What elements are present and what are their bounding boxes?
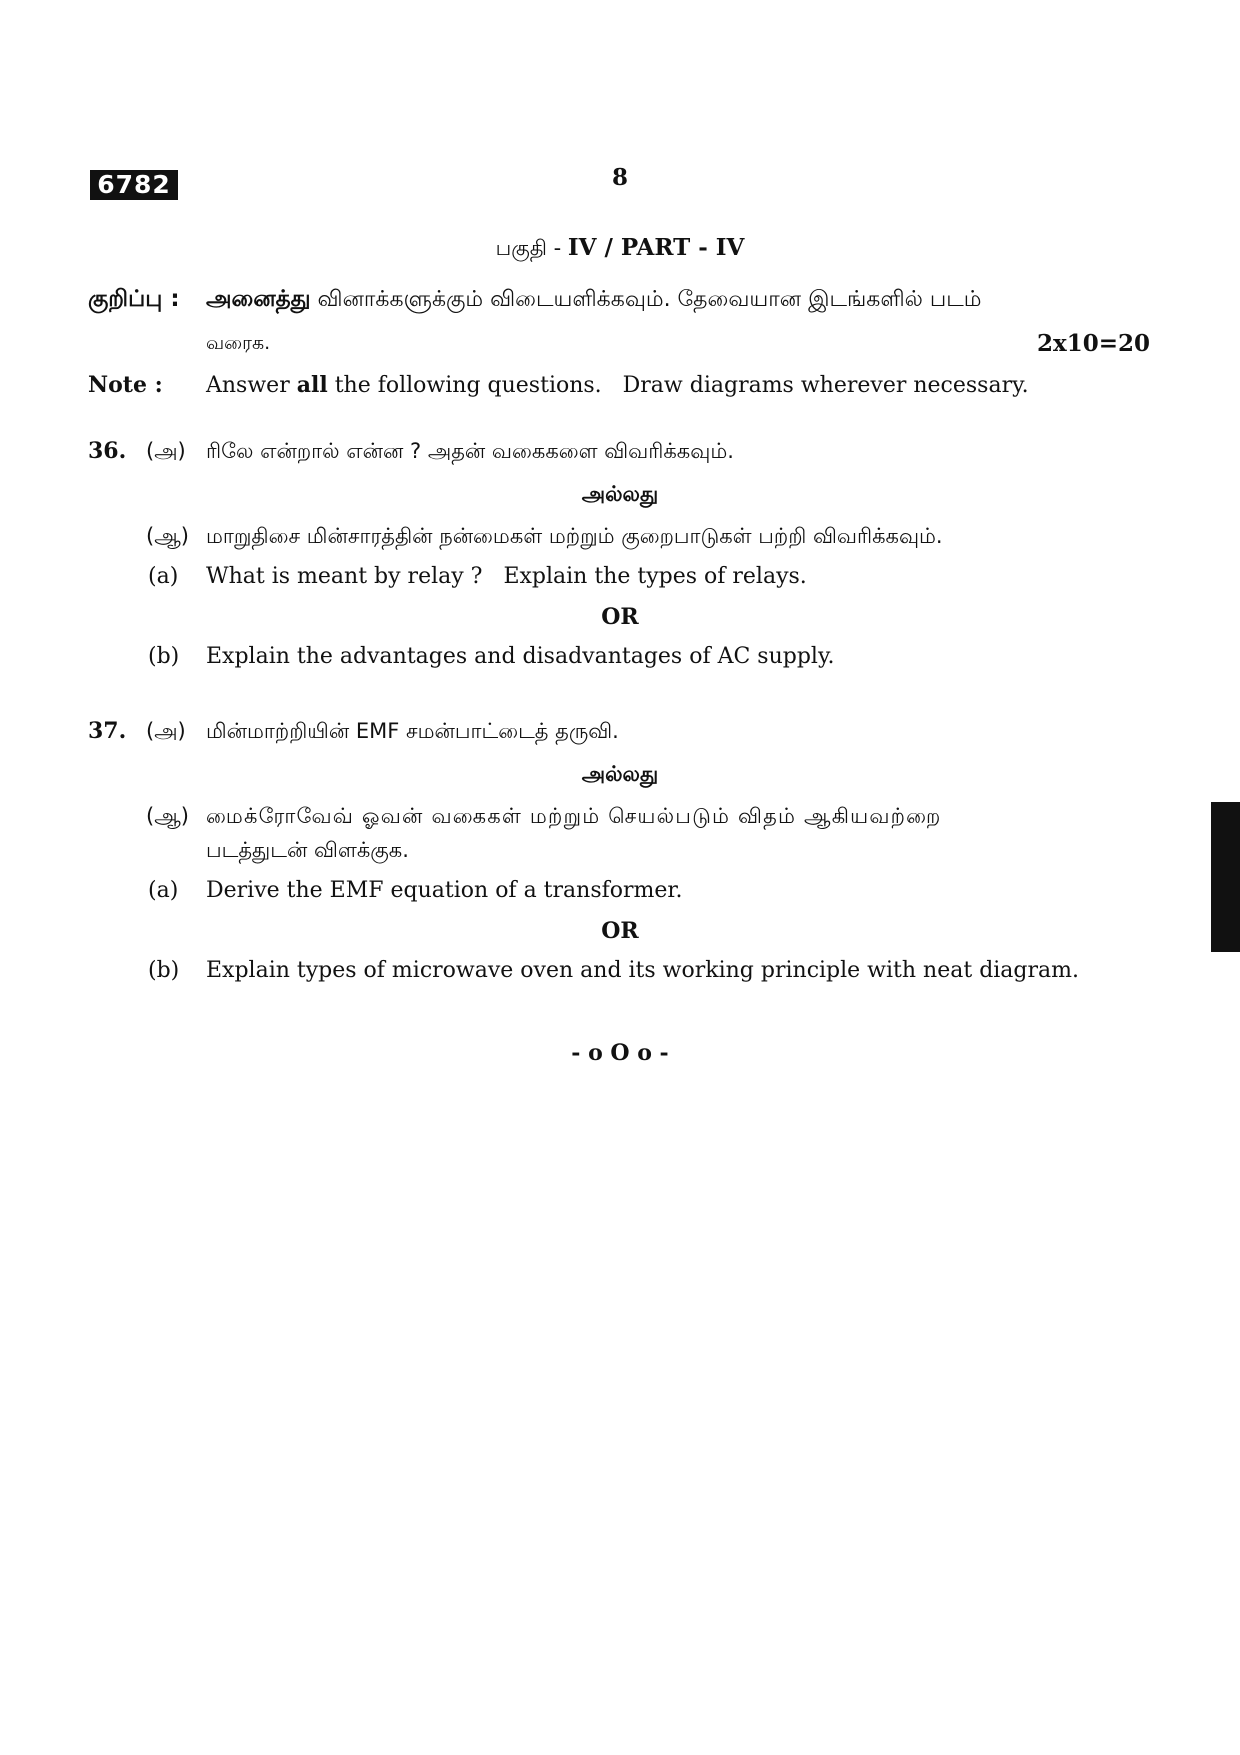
option-b-label: (b) xyxy=(148,958,180,983)
option-b-label-tamil: (ஆ) xyxy=(146,524,189,548)
page-edge-marker xyxy=(1211,802,1240,952)
option-a-label: (a) xyxy=(148,564,179,589)
option-a-label-tamil: (அ) xyxy=(146,719,186,743)
option-a-text: What is meant by relay ? Explain the types of relays. xyxy=(206,564,807,589)
option-b-label-tamil: (ஆ) xyxy=(146,804,189,828)
option-a-label: (a) xyxy=(148,878,179,903)
option-b-text: Explain the advantages and disadvantages of AC supply. xyxy=(206,644,835,669)
or-divider-tamil: அல்லது xyxy=(581,762,659,786)
page-number: 8 xyxy=(611,164,628,191)
note-label-english: Note : xyxy=(88,372,163,398)
paper-code-badge: 6782 xyxy=(90,170,178,200)
question-number: 36. xyxy=(88,438,127,464)
option-a-text-tamil: ரிலே என்றால் என்ன ? அதன் வகைகளை விவரிக்கவும். xyxy=(206,439,734,463)
option-b-text-tamil: மாறுதிசை மின்சாரத்தின் நன்மைகள் மற்றும் குறைபாடுகள் பற்றி விவரிக்கவும். xyxy=(206,524,943,548)
note-english-post: the following questions. Draw diagrams wherever necessary. xyxy=(327,373,1029,398)
marks-allocation: 2x10=20 xyxy=(1036,330,1150,357)
option-b-text: Explain types of microwave oven and its working principle with neat diagram. xyxy=(206,958,1079,983)
option-b-text-tamil-line1: மைக்ரோவேவ் ஓவன் வகைகள் மற்றும் செயல்படும் விதம் ஆகியவற்றை xyxy=(206,804,942,828)
option-b-text-tamil-line2: படத்துடன் விளக்குக. xyxy=(206,838,409,862)
or-divider: OR xyxy=(601,604,639,630)
question-number: 37. xyxy=(88,718,127,744)
option-a-text: Derive the EMF equation of a transformer. xyxy=(206,878,683,903)
part-heading-roman: IV xyxy=(567,234,597,261)
note-text-tamil-line2: வரைக. xyxy=(206,332,271,354)
or-divider-tamil: அல்லது xyxy=(581,482,659,506)
option-a-text-tamil: மின்மாற்றியின் EMF சமன்பாட்டைத் தருவி. xyxy=(206,719,619,743)
part-heading xyxy=(0,234,1240,263)
part-heading-english: / PART - IV xyxy=(596,234,745,261)
note-label-tamil: குறிப்பு : xyxy=(88,286,180,312)
note-text-english xyxy=(206,372,1029,398)
or-divider: OR xyxy=(601,918,639,944)
note-english-pre: Answer xyxy=(206,373,297,398)
option-a-label-tamil: (அ) xyxy=(146,439,186,463)
part-heading-tamil: பகுதி - xyxy=(495,236,568,260)
note-text-tamil-line1 xyxy=(206,286,981,315)
end-of-paper-mark: - o O o - xyxy=(571,1040,669,1066)
note-bold-tamil: அனைத்து xyxy=(206,286,311,312)
note-rest-tamil: வினாக்களுக்கும் விடையளிக்கவும். தேவையான இடங்களில் படம் xyxy=(310,287,982,312)
note-english-bold: all xyxy=(296,372,328,398)
option-b-label: (b) xyxy=(148,644,180,669)
